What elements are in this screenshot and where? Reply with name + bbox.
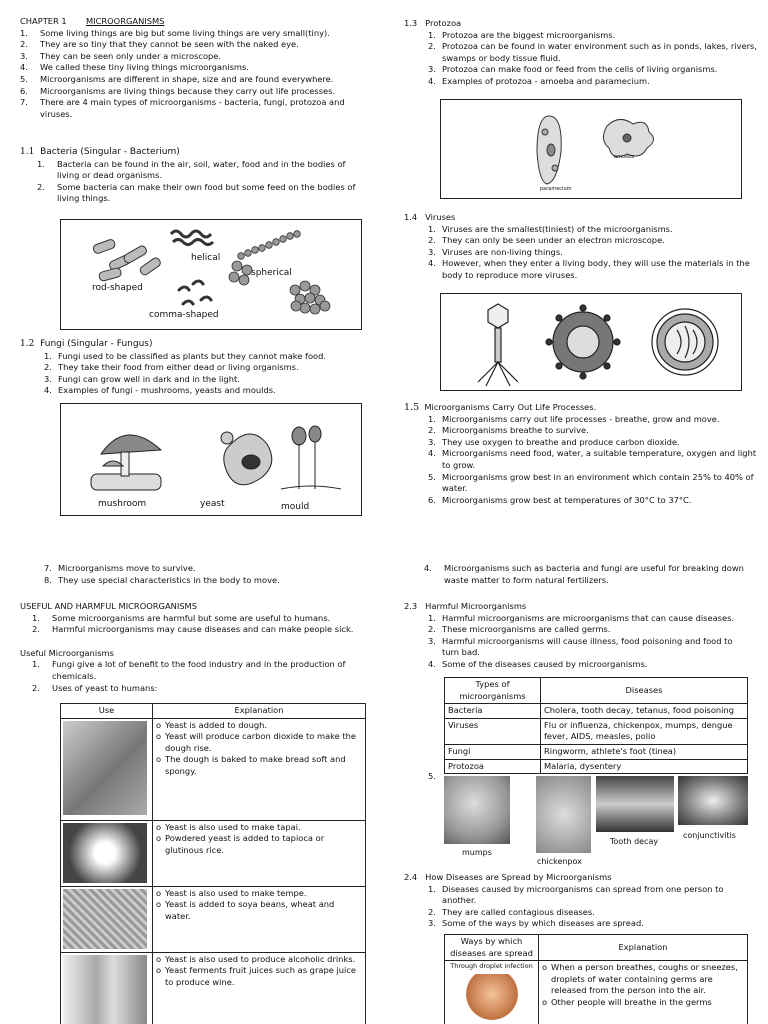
chapter-heading	[20, 16, 365, 28]
yeast-uses-table	[60, 703, 366, 1024]
spread-list	[428, 884, 749, 930]
table-row	[61, 820, 366, 886]
list-number: 5.	[428, 771, 436, 781]
table-header: Ways by which diseases are spread	[445, 935, 539, 961]
figure-label: spherical	[251, 268, 292, 278]
figure-label: comma-shaped	[149, 310, 219, 320]
table-row	[445, 744, 748, 759]
list-item: 2. Microorganisms breathe to survive.	[428, 425, 589, 436]
table-header-row	[445, 935, 748, 961]
viruses-illustration	[441, 294, 742, 391]
tooth-decay-photo	[596, 776, 674, 832]
chapter-label: CHAPTER 1	[20, 16, 67, 26]
table-header: Explanation	[153, 704, 366, 719]
table-cell: Bacteria	[445, 704, 541, 719]
chapter-list	[20, 28, 365, 121]
list-item: 1. Some living things are big but some living things are very small(tiny).	[20, 27, 330, 38]
drinks-photo-cell	[61, 952, 153, 1024]
list-item: 4. Some of the diseases caused by microorganisms.	[428, 658, 648, 669]
section-heading: USEFUL AND HARMFUL MICROORGANISMS	[20, 601, 197, 611]
movement-list-section	[20, 563, 378, 586]
protozoa-illustration	[441, 100, 742, 199]
fungi-section	[20, 339, 365, 397]
list-item: 1. Bacteria can be found in the air, soil, water, food and in the bodies of living or dead organisms.	[37, 158, 346, 181]
list-item: 5. Microorganisms are different in shape, size and are found everywhere.	[20, 73, 334, 84]
list-item: 2. Harmful microorganisms may cause diseases and can make people sick.	[32, 624, 354, 635]
section-heading: 1.2 Fungi (Singular - Fungus)	[20, 339, 153, 349]
droplet-cell	[445, 961, 539, 1024]
list-item: 1. Microorganisms carry out life processes - breathe, grow and move.	[428, 413, 720, 424]
useful-harmful-section	[20, 601, 365, 694]
tempe-photo-cell	[61, 886, 153, 952]
table-header: Types of microorganisms	[445, 678, 541, 704]
table-header: Explanation	[539, 935, 748, 961]
explanation-cell: o Yeast is added to dough. o Yeast will produce carbon dioxide to make the dough rise. o The dough is baked to make bread soft and spongy.	[153, 718, 366, 820]
section-heading: 1.3 Protozoa	[404, 18, 462, 28]
useful-list	[32, 659, 365, 694]
section-heading: 1.5 Microorganisms Carry Out Life Processes.	[404, 402, 597, 413]
sneezing-person-illustration	[462, 974, 522, 1024]
list-item: 8. They use special characteristics in the body to move.	[44, 574, 280, 585]
table-cell: Viruses	[445, 718, 541, 744]
table-row	[445, 718, 748, 744]
tapai-photo	[63, 823, 147, 883]
list-item: 3. Some of the ways by which diseases are spread.	[428, 918, 644, 929]
table-cell: Flu or influenza, chickenpox, mumps, dengue fever, AIDS, measles, polio	[541, 718, 748, 744]
list-item: 7. There are 4 main types of microorganisms - bacteria, fungi, protozoa and viruses.	[20, 97, 345, 119]
tempe-photo	[63, 889, 147, 949]
table-header: Use	[61, 704, 153, 719]
drinks-photo	[63, 955, 147, 1024]
spread-table	[444, 934, 748, 1024]
figure-label: rod-shaped	[92, 283, 143, 293]
protozoa-list	[428, 30, 762, 88]
table-cell: Ringworm, athlete's foot (tinea)	[541, 744, 748, 759]
mumps-photo	[444, 776, 510, 844]
table-cell: Fungi	[445, 744, 541, 759]
section-heading: 2.4 How Diseases are Spread by Microorganisms	[404, 872, 612, 882]
section-heading: 1.1 Bacteria (Singular - Bacterium)	[20, 147, 180, 157]
explanation-cell: o Yeast is also used to make tempe. o Yeast is added to soya beans, wheat and water.	[153, 886, 366, 952]
list-item: 4. Microorganisms need food, water, a suitable temperature, oxygen and light to grow.	[428, 448, 757, 470]
section-heading: 1.4 Viruses	[404, 212, 456, 222]
viruses-list	[428, 224, 762, 282]
list-item: 2. These microorganisms are called germs.	[428, 624, 611, 635]
figure-label: mould	[281, 502, 310, 512]
table-cell: Protozoa	[445, 759, 541, 774]
fungi-list	[44, 351, 365, 397]
figure-label: helical	[191, 253, 221, 263]
harmful-section	[404, 601, 749, 671]
photo-label: conjunctivitis	[683, 831, 736, 840]
conjunctivitis-photo	[678, 776, 748, 825]
list-item: 1. Fungi used to be classified as plants but they cannot make food.	[44, 350, 327, 361]
photo-label: Tooth decay	[610, 837, 659, 846]
list-item: 1. Harmful microorganisms are microorganisms that can cause diseases.	[428, 612, 735, 623]
list-item: 2. Uses of yeast to humans:	[32, 682, 158, 693]
life-processes-section	[404, 402, 762, 506]
list-item: 2. They can only be seen under an electron microscope.	[428, 235, 665, 246]
section-heading: 2.3 Harmful Microorganisms	[404, 601, 527, 611]
movement-list	[44, 563, 378, 586]
list-item: 2. They take their food from either dead or living organisms.	[44, 362, 299, 373]
list-item: 2. They are called contagious diseases.	[428, 906, 595, 917]
list-item: 1. Viruses are the smallest(tiniest) of the microorganisms.	[428, 223, 673, 234]
useful-harmful-list	[32, 613, 365, 636]
diseases-table	[444, 677, 748, 774]
viruses-section	[404, 212, 762, 282]
life-processes-list	[428, 414, 762, 507]
table-row	[445, 961, 748, 1024]
list-item: 3. Protozoa can make food or feed from the cells of living organisms.	[428, 64, 718, 75]
bread-photo-cell	[61, 718, 153, 820]
bacteria-section	[20, 147, 365, 205]
list-item: 4. Microorganisms such as bacteria and fungi are useful for breaking down waste matter to form natural fertilizers.	[424, 563, 744, 585]
table-row	[61, 718, 366, 820]
explanation-cell: o When a person breathes, coughs or sneezes, droplets of water containing germs are released from the person into the air. o Other people will breathe in the germs	[539, 961, 748, 1024]
figure-label: paramecium	[540, 186, 572, 192]
droplet-label: Through droplet infection	[450, 962, 533, 971]
list-item: 6. Microorganisms are living things because they carry out life processes.	[20, 85, 336, 96]
photo-label: chickenpox	[537, 857, 582, 866]
spread-section	[404, 872, 749, 930]
chickenpox-photo	[536, 776, 591, 853]
list-item: 2. Protozoa can be found in water environment such as in ponds, lakes, rivers, swamps or body tissue fluid.	[428, 41, 758, 63]
protozoa-section	[404, 18, 762, 88]
list-item: 4. Examples of protozoa - amoeba and paramecium.	[428, 75, 650, 86]
list-item: 1. Protozoa are the biggest microorganisms.	[428, 29, 616, 40]
table-cell: Malaria, dysentery	[541, 759, 748, 774]
list-item: 4. Examples of fungi - mushrooms, yeasts and moulds.	[44, 385, 276, 396]
list-item: 1. Some microorganisms are harmful but some are useful to humans.	[32, 612, 331, 623]
table-header-row	[445, 678, 748, 704]
explanation-cell: o Yeast is also used to make tapai. o Powdered yeast is added to tapioca or glutinous rice.	[153, 820, 366, 886]
list-item: 3. Viruses are non-living things.	[428, 246, 563, 257]
chapter-section	[20, 16, 365, 120]
list-item: 3. Harmful microorganisms will cause illness, food poisoning and food to turn bad.	[428, 635, 733, 658]
tapai-photo-cell	[61, 820, 153, 886]
list-item: 2. They are so tiny that they cannot be seen with the naked eye.	[20, 39, 299, 50]
list-item: 6. Microorganisms grow best at temperatures of 30°C to 37°C.	[428, 494, 692, 505]
figure-label: yeast	[200, 499, 225, 509]
list-item: 3. Fungi can grow well in dark and in the light.	[44, 373, 240, 384]
table-header: Diseases	[541, 678, 748, 704]
protozoa-figure	[440, 99, 742, 199]
bacteria-figure	[60, 219, 362, 330]
list-item: 3. They can be seen only under a microscope.	[20, 50, 222, 61]
list-item: 5. Microorganisms grow best in an environment which contain 25% to 40% of water.	[428, 471, 754, 494]
useful-heading: Useful Microorganisms	[20, 647, 114, 658]
table-cell: Cholera, tooth decay, tetanus, food poisoning	[541, 704, 748, 719]
harmful-list	[428, 613, 749, 671]
figure-label: amoeba	[614, 154, 635, 160]
table-row	[61, 952, 366, 1024]
list-item: 2. Some bacteria can make their own food but some feed on the bodies of living things.	[37, 181, 356, 204]
chapter-title: MICROORGANISMS	[85, 16, 165, 26]
fungi-figure	[60, 403, 362, 516]
table-header-row	[61, 704, 366, 719]
photo-label: mumps	[462, 848, 492, 857]
bacteria-list	[37, 159, 365, 205]
list-item: 1. Diseases caused by microorganisms can spread from one person to another.	[428, 883, 724, 906]
explanation-cell: o Yeast is also used to produce alcoholic drinks. o Yeast ferments fruit juices such as grape juice to produce wine.	[153, 952, 366, 1024]
list-item: 3. They use oxygen to breathe and produce carbon dioxide.	[428, 436, 680, 447]
table-row	[61, 886, 366, 952]
list-item: 7. Microorganisms move to survive.	[44, 563, 196, 573]
fertilizer-item-section	[424, 563, 754, 586]
bread-photo	[63, 721, 147, 815]
list-item: 4. However, when they enter a living body, they will use the materials in the body to reproduce more viruses.	[428, 258, 750, 280]
list-item: 1. Fungi give a lot of benefit to the food industry and in the production of chemicals.	[32, 659, 346, 681]
list-item: 4. We called these tiny living things microorganisms.	[20, 62, 249, 73]
table-row	[445, 704, 748, 719]
viruses-figure	[440, 293, 742, 391]
figure-label: mushroom	[98, 499, 147, 509]
table-row	[445, 759, 748, 774]
